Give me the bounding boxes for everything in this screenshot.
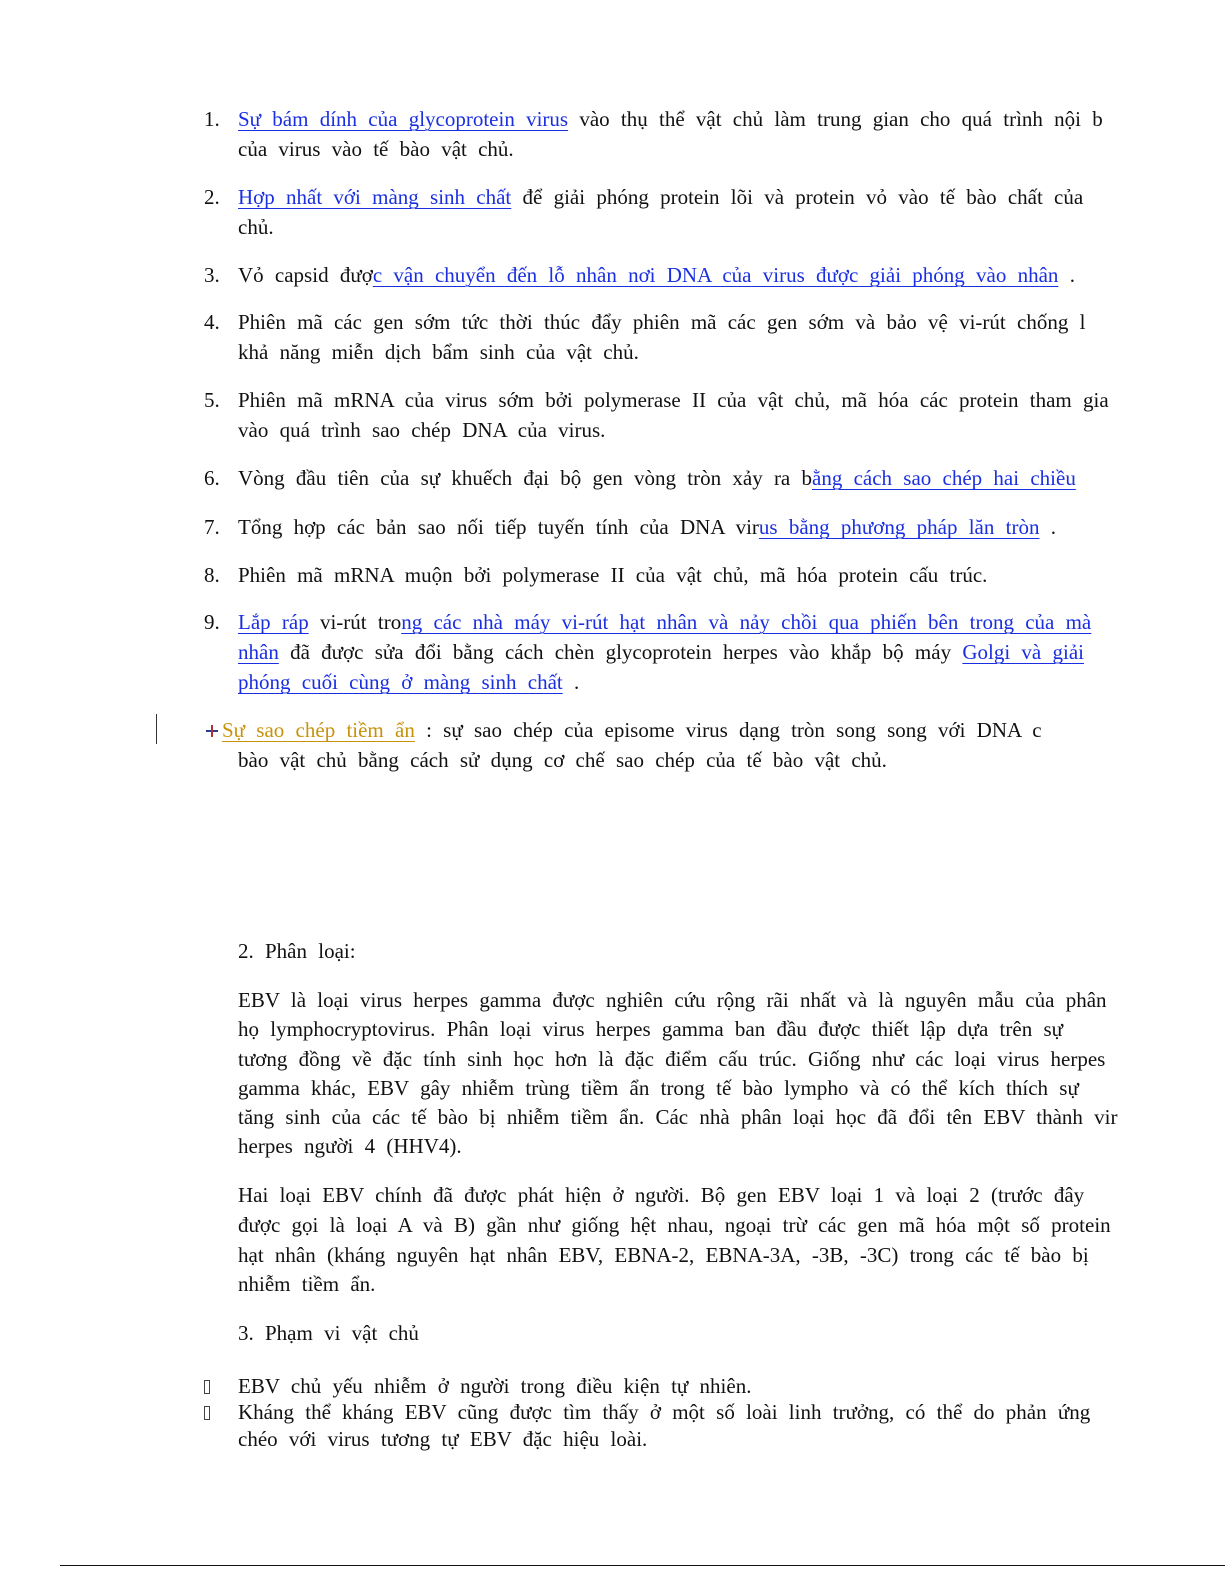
plus-move-icon[interactable]	[204, 723, 220, 739]
paragraph-line: Hai loại EBV chính đã được phát hiện ở người. Bộ gen EBV loại 1 và loại 2 (trước đây	[238, 1183, 1085, 1207]
bullet-line: EBV chủ yếu nhiễm ở người trong điều kiện tự nhiên.	[238, 1374, 752, 1398]
inline-link[interactable]: Lắp ráp	[238, 610, 309, 634]
bullet-line: chéo với virus tương tự EBV đặc hiệu loài.	[238, 1427, 648, 1451]
list-number: 2.	[204, 185, 220, 209]
bullet-box-icon	[204, 1380, 210, 1394]
inline-link[interactable]: nhân	[238, 640, 279, 664]
paragraph-line: nhiễm tiềm ẩn.	[238, 1272, 376, 1296]
list-item-line: vào quá trình sao chép DNA của virus.	[238, 418, 606, 442]
list-number: 7.	[204, 515, 220, 539]
list-item-line: Vỏ capsid được vận chuyển đến lỗ nhân nơi DNA của virus được giải phóng vào nhân .	[238, 263, 1075, 287]
latent-line: Sự sao chép tiềm ẩn : sự sao chép của episome virus dạng tròn song song với DNA c	[222, 718, 1042, 742]
bullet-box-icon	[204, 1406, 210, 1420]
inline-link[interactable]: us bằng phương pháp lăn tròn	[758, 515, 1040, 539]
list-item-line: Phiên mã các gen sớm tức thời thúc đẩy phiên mã các gen sớm và bảo vệ vi-rút chống l	[238, 310, 1086, 334]
paragraph-line: họ lymphocryptovirus. Phân loại virus herpes gamma ban đầu được thiết lập dựa trên sự	[238, 1017, 1064, 1041]
paragraph-line: được gọi là loại A và B) gần như giống hệt nhau, ngoại trừ các gen mã hóa một số protein	[238, 1213, 1111, 1237]
list-number: 8.	[204, 563, 220, 587]
list-number: 4.	[204, 310, 220, 334]
list-item-line: Phiên mã mRNA muộn bởi polymerase II của vật chủ, mã hóa protein cấu trúc.	[238, 563, 988, 587]
inline-link[interactable]: Golgi và giải	[962, 640, 1084, 664]
list-item-line: Lắp ráp vi-rút trong các nhà máy vi-rút hạt nhân và nảy chồi qua phiến bên trong của mà	[238, 610, 1092, 634]
list-item-line: phóng cuối cùng ở màng sinh chất .	[238, 670, 580, 694]
list-number: 3.	[204, 263, 220, 287]
list-item-line: Vòng đầu tiên của sự khuếch đại bộ gen vòng tròn xảy ra bằng cách sao chép hai chiều	[238, 466, 1076, 490]
bullet-line: Kháng thể kháng EBV cũng được tìm thấy ở một số loài linh trưởng, có thể do phản ứng	[238, 1400, 1091, 1424]
list-item-line: Tổng hợp các bản sao nối tiếp tuyến tính của DNA virus bằng phương pháp lăn tròn .	[238, 515, 1056, 539]
inline-link[interactable]: phóng cuối cùng ở màng sinh chất	[238, 670, 563, 694]
latent-line: bào vật chủ bằng cách sử dụng cơ chế sao chép của tế bào vật chủ.	[238, 748, 887, 772]
text-cursor	[156, 714, 157, 744]
list-number: 1.	[204, 107, 220, 131]
page-divider	[60, 1565, 1225, 1566]
inline-link[interactable]: c vận chuyển đến lỗ nhân nơi DNA của virus được giải phóng vào nhân	[372, 263, 1059, 287]
list-item-line: nhân đã được sửa đổi bằng cách chèn glycoprotein herpes vào khắp bộ máy Golgi và giải	[238, 640, 1084, 664]
list-number: 5.	[204, 388, 220, 412]
paragraph-line: tương đồng về đặc tính sinh học hơn là đặc điểm cấu trúc. Giống như các loại virus herpes	[238, 1047, 1106, 1071]
inline-link[interactable]: ằng cách sao chép hai chiều	[812, 466, 1076, 490]
latent-heading[interactable]: Sự sao chép tiềm ẩn	[222, 718, 415, 742]
list-item-line: Phiên mã mRNA của virus sớm bởi polymerase II của vật chủ, mã hóa các protein tham gia	[238, 388, 1109, 412]
inline-link[interactable]: ng các nhà máy vi-rút hạt nhân và nảy chồi qua phiến bên trong của mà	[401, 610, 1092, 634]
section-heading: 3. Phạm vi vật chủ	[238, 1321, 419, 1345]
paragraph-line: EBV là loại virus herpes gamma được nghiên cứu rộng rãi nhất và là nguyên mẫu của phân	[238, 988, 1107, 1012]
inline-link[interactable]: Sự bám dính của glycoprotein virus	[238, 107, 569, 131]
list-item-line: Hợp nhất với màng sinh chất để giải phóng protein lõi và protein vỏ vào tế bào chất của	[238, 185, 1084, 209]
paragraph-line: hạt nhân (kháng nguyên hạt nhân EBV, EBNA-2, EBNA-3A, -3B, -3C) trong các tế bào bị	[238, 1243, 1089, 1267]
list-item-line: Sự bám dính của glycoprotein virus vào thụ thể vật chủ làm trung gian cho quá trình nội b	[238, 107, 1103, 131]
paragraph-line: herpes người 4 (HHV4).	[238, 1134, 462, 1158]
list-number: 6.	[204, 466, 220, 490]
list-item-line: của virus vào tế bào vật chủ.	[238, 137, 514, 161]
paragraph-line: gamma khác, EBV gây nhiễm trùng tiềm ẩn trong tế bào lympho và có thể kích thích sự	[238, 1076, 1079, 1100]
list-number: 9.	[204, 610, 220, 634]
paragraph-line: tăng sinh của các tế bào bị nhiễm tiềm ẩn. Các nhà phân loại học đã đổi tên EBV thành vir	[238, 1105, 1118, 1129]
list-item-line: khả năng miễn dịch bẩm sinh của vật chủ.	[238, 340, 639, 364]
inline-link[interactable]: Hợp nhất với màng sinh chất	[238, 185, 512, 209]
section-heading: 2. Phân loại:	[238, 939, 356, 963]
list-item-line: chủ.	[238, 215, 274, 239]
